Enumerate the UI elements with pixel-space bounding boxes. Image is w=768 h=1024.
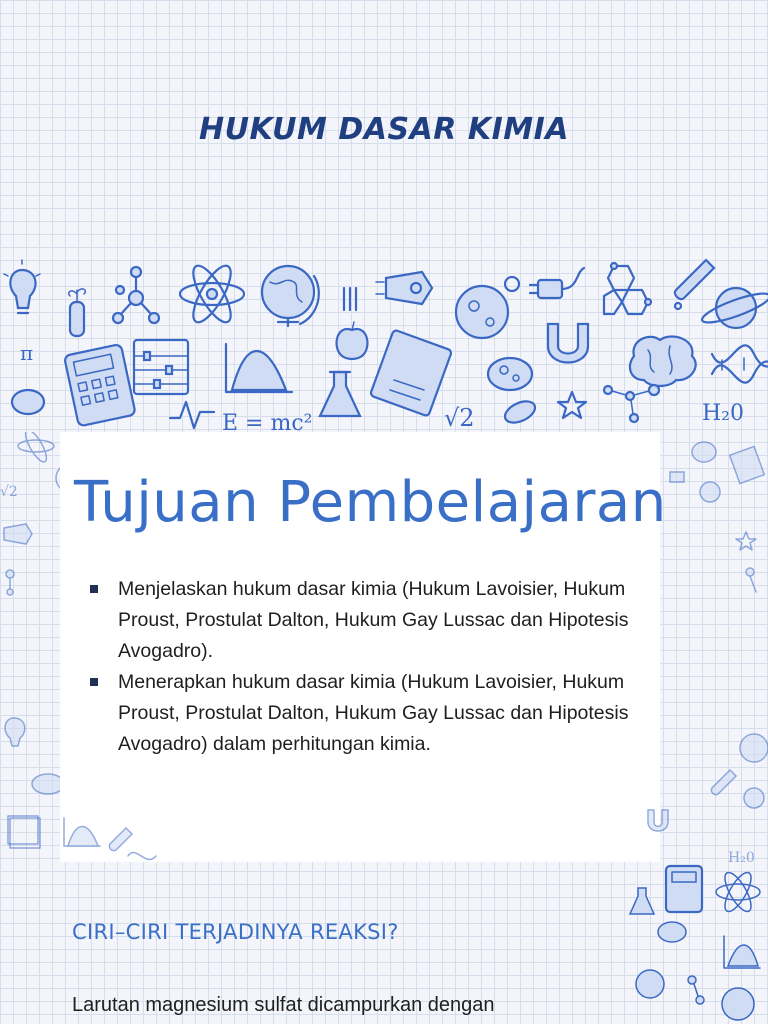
graph-icon (226, 344, 292, 392)
lightbulb-icon (5, 718, 25, 746)
list-item (90, 574, 650, 667)
bacteria-icon (692, 442, 716, 462)
planet-icon (700, 482, 720, 502)
planet-icon (456, 277, 519, 338)
dna-icon (712, 345, 768, 382)
test-tube-icon (711, 770, 736, 795)
graph-icon (724, 936, 760, 968)
molecule-icon (746, 568, 756, 592)
plug-icon (670, 472, 684, 482)
apple-icon (337, 322, 368, 359)
rocket-icon (4, 524, 32, 544)
brain-icon (32, 774, 60, 794)
pill-icon (12, 390, 44, 414)
test-tube-icon (109, 828, 132, 851)
body-text: Larutan magnesium sulfat dicampurkan dengan (72, 994, 495, 1016)
atom-icon (180, 261, 244, 327)
list-item (90, 667, 650, 760)
flask-icon (630, 888, 654, 914)
dna-icon (128, 853, 156, 860)
planet-icon (636, 970, 664, 998)
molecule-icon (113, 267, 159, 323)
science-doodle-banner (0, 252, 768, 432)
calculator-icon (64, 344, 136, 426)
objective-text: Menjelaskan hukum dasar kimia (Hukum Lavoisier, Hukum Proust, Prostulat Dalton, Hukum Gay Lussac dan Hipotesis Avogadro). (118, 578, 629, 662)
magnet-icon (648, 810, 668, 831)
molecule-icon (688, 976, 704, 1004)
saturn-icon (699, 288, 768, 328)
bacteria-icon (658, 922, 686, 942)
bullet-marker (90, 678, 98, 686)
bottom-doodles (0, 800, 768, 1024)
atom-icon (18, 432, 54, 465)
flask-icon (320, 372, 360, 416)
plug-icon (530, 268, 584, 298)
left-doodle-strip (0, 432, 60, 862)
star-icon (736, 532, 756, 550)
abacus-icon (10, 818, 40, 848)
molecule-icon (6, 570, 14, 595)
formula-sqrt: √2 (444, 404, 475, 432)
formula-h2o-small: H₂0 (728, 850, 755, 862)
heartbeat-icon (170, 402, 214, 428)
star-icon (558, 392, 586, 418)
globe-icon (722, 988, 754, 1020)
objective-text: Menerapkan hukum dasar kimia (Hukum Lavoisier, Hukum Proust, Prostulat Dalton, Hukum Gay Lussac dan Hipotesis Avogadro) dalam perhitungan kimia. (118, 671, 629, 755)
lightbulb-icon (4, 260, 40, 313)
section-heading: CIRI–CIRI TERJADINYA REAKSI? (72, 920, 399, 944)
formula-h2o: H₂0 (702, 401, 745, 426)
magnet-icon (548, 324, 588, 363)
graph-icon (64, 818, 100, 846)
small-molecule-icon (604, 385, 659, 422)
test-tube-icon (675, 260, 714, 309)
globe-icon (262, 266, 319, 326)
formula-pi: π (20, 341, 34, 365)
formula-emc2: E = mc² (222, 411, 313, 432)
page-title: HUKUM DASAR KIMIA (199, 112, 569, 147)
objectives-list (90, 574, 650, 760)
bacteria-icon (488, 358, 538, 427)
right-doodle-strip (660, 432, 768, 862)
book-icon (370, 330, 452, 417)
hexagon-molecule-icon (604, 263, 651, 314)
atom-icon (716, 869, 760, 915)
plant-tube-icon (69, 289, 86, 336)
rocket-icon (376, 272, 432, 304)
abacus-icon (134, 340, 188, 394)
slide-heading: Tujuan Pembelajaran (74, 470, 667, 535)
globe-icon (740, 734, 768, 762)
calculator-icon (666, 866, 702, 912)
bullet-marker (90, 585, 98, 593)
book-icon (730, 446, 765, 483)
brain-icon (630, 337, 696, 386)
formula-sqrt-small: √2 (0, 484, 18, 500)
